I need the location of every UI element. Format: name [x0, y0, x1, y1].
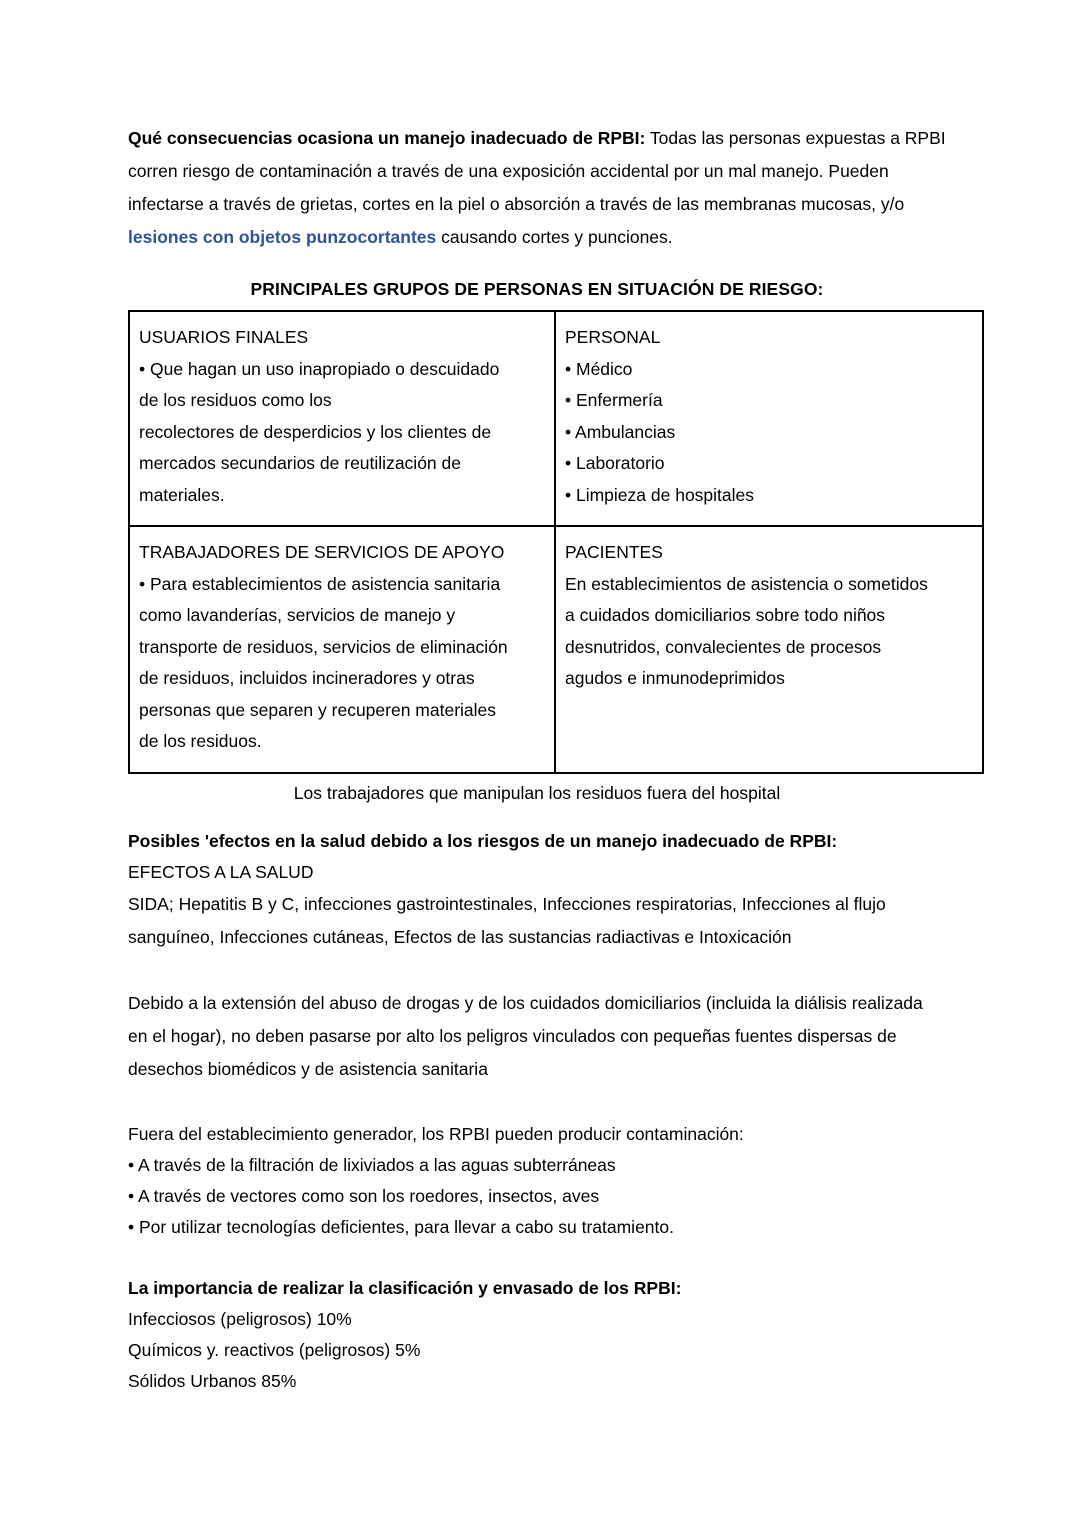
classification-item: Sólidos Urbanos 85%: [128, 1370, 297, 1391]
cell-line: • Para establecimientos de asistencia sanitaria: [139, 573, 501, 594]
cell-line: de los residuos.: [139, 731, 262, 751]
spacer: [128, 954, 946, 987]
cell-personal: [555, 311, 983, 526]
cell-line: • Laboratorio: [565, 453, 665, 473]
table-row: [129, 526, 983, 773]
intro-paragraph: [128, 122, 946, 254]
classification-item: Químicos y. reactivos (peligrosos) 5%: [128, 1339, 421, 1360]
cell-line: a cuidados domiciliarios sobre todo niños: [565, 605, 886, 625]
cell-header: PERSONAL: [565, 327, 661, 347]
cell-line: • Médico: [565, 358, 633, 379]
cell-line: agudos e inmunodeprimidos: [565, 668, 785, 688]
health-effects-subheading: EFECTOS A LA SALUD: [128, 861, 314, 882]
contamination-item: • A través de vectores como son los roedores, insectos, aves: [128, 1185, 600, 1206]
cell-line: de los residuos como los: [139, 390, 332, 410]
cell-usuarios-finales: [129, 311, 555, 526]
document-content: [128, 122, 946, 1397]
intro-text-2: causando cortes y punciones.: [436, 227, 673, 247]
classification-heading: La importancia de realizar la clasificación y envasado de los RPBI:: [128, 1277, 682, 1298]
cell-line: • Ambulancias: [565, 421, 676, 442]
health-effects-body: SIDA; Hepatitis B y C, infecciones gastrointestinales, Infecciones respiratorias, Infecciones al flujo sanguíneo, Infecciones cutáneas, Efectos de las sustancias radiactivas e Intoxicación: [128, 893, 886, 947]
cell-line: • Limpieza de hospitales: [565, 484, 755, 505]
risk-table-heading: PRINCIPALES GRUPOS DE PERSONAS EN SITUACIÓN DE RIESGO:: [250, 279, 824, 299]
cell-line: como lavanderías, servicios de manejo y: [139, 605, 456, 625]
cell-line: • Enfermería: [565, 390, 663, 410]
contamination-heading: Fuera del establecimiento generador, los RPBI pueden producir contaminación:: [128, 1123, 744, 1144]
cell-line: recolectores de desperdicios y los clientes de: [139, 421, 492, 442]
cell-header: PACIENTES: [565, 542, 663, 562]
cell-line: En establecimientos de asistencia o sometidos: [565, 573, 928, 594]
cell-line: mercados secundarios de reutilización de: [139, 453, 461, 473]
cell-line: desnutridos, convalecientes de procesos: [565, 636, 882, 657]
intro-text-1: Todas las personas expuestas a RPBI corren riesgo de contaminación a través de una exposición accidental por un mal manejo. Pueden infectarse a través de grietas, cortes en la piel o absorción a través de las membranas mucosas, y/o: [128, 128, 946, 214]
cell-line: personas que separen y recuperen materiales: [139, 699, 497, 720]
contamination-item: • A través de la filtración de lixiviados a las aguas subterráneas: [128, 1154, 616, 1175]
cell-line: de residuos, incluidos incineradores y otras: [139, 668, 475, 688]
drug-abuse-paragraph: Debido a la extensión del abuso de drogas y de los cuidados domiciliarios (incluida la diálisis realizada en el hogar), no deben pasarse por alto los peligros vinculados con pequeñas fuentes dispersas de desechos biomédicos y de asistencia sanitaria: [128, 992, 923, 1079]
risk-table-caption: Los trabajadores que manipulan los residuos fuera del hospital: [293, 782, 781, 803]
cell-header: USUARIOS FINALES: [139, 327, 309, 347]
cell-header: TRABAJADORES DE SERVICIOS DE APOYO: [139, 542, 505, 562]
cell-line: transporte de residuos, servicios de eliminación: [139, 636, 508, 657]
classification-item: Infecciosos (peligrosos) 10%: [128, 1308, 352, 1329]
cell-line: materiales.: [139, 484, 225, 505]
contamination-item: • Por utilizar tecnologías deficientes, para llevar a cabo su tratamiento.: [128, 1216, 674, 1237]
health-effects-heading: Posibles 'efectos en la salud debido a los riesgos de un manejo inadecuado de RPBI:: [128, 830, 838, 851]
table-row: [129, 311, 983, 526]
cell-line: • Que hagan un uso inapropiado o descuidado: [139, 358, 500, 379]
intro-lead-bold: Qué consecuencias ocasiona un manejo inadecuado de RPBI:: [128, 128, 646, 148]
spacer: [128, 1243, 946, 1273]
cell-trabajadores-servicios-apoyo: [129, 526, 555, 773]
risk-groups-table: [128, 310, 984, 774]
intro-highlight-punzocortantes: lesiones con objetos punzocortantes: [128, 227, 437, 247]
spacer: [128, 810, 946, 826]
cell-pacientes: [555, 526, 983, 773]
spacer: [128, 1086, 946, 1119]
